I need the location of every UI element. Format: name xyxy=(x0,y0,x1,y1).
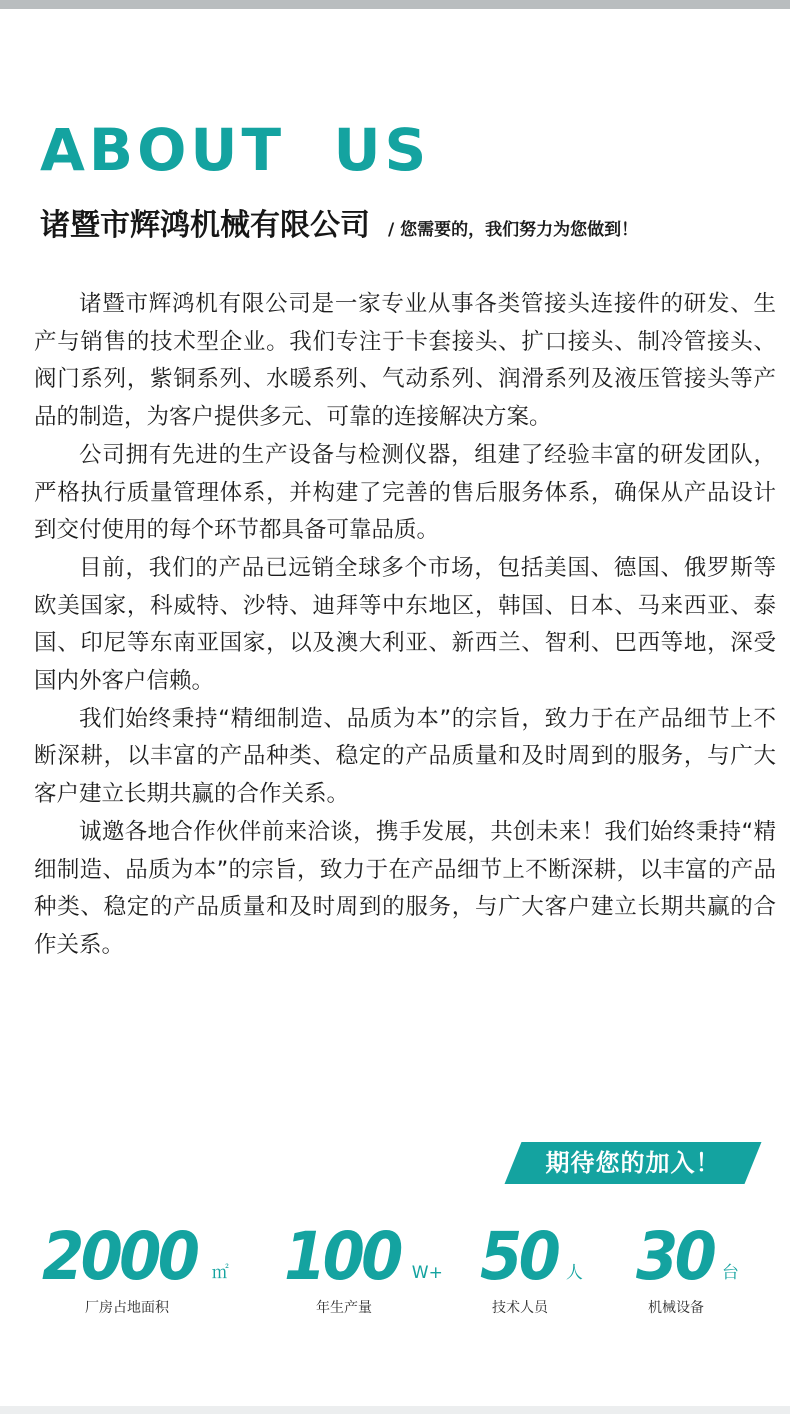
paragraph-markets: 目前，我们的产品已远销全球多个市场，包括美国、德国、俄罗斯等欧美国家，科威特、沙特、迪拜等中东地区，韩国、日本、马来西亚、泰国、印尼等东南亚国家，以及澳大利亚、新西兰、智利、巴西等地，深受国内外客户信赖。 xyxy=(34,554,776,695)
company-name: 诸暨市辉鸿机械有限公司 xyxy=(40,208,370,243)
stat-value: 100 xyxy=(284,1218,400,1295)
join-banner-text: 期待您的加入！ xyxy=(545,1149,721,1177)
stat-technical-staff xyxy=(480,1218,590,1322)
stat-unit: 台 xyxy=(721,1263,739,1283)
stat-machinery xyxy=(636,1218,756,1322)
section-title: ABOUT US xyxy=(40,116,431,184)
stat-unit: W+ xyxy=(411,1263,443,1283)
stat-factory-area xyxy=(42,1218,232,1322)
stat-unit: ㎡ xyxy=(211,1263,229,1283)
stat-label: 厂房占地面积 xyxy=(85,1300,169,1316)
company-heading-row xyxy=(40,206,638,246)
stat-unit: 人 xyxy=(565,1263,583,1283)
stat-value: 50 xyxy=(480,1218,558,1295)
paragraph-invitation: 诚邀各地合作伙伴前来洽谈，携手发展，共创未来！我们始终秉持“精细制造、品质为本”的宗旨，致力于在产品细节上不断深耕，以丰富的产品种类、稳定的产品质量和及时周到的服务，与广大客户建立长期共赢的合作关系。 xyxy=(34,818,776,958)
paragraph-philosophy: 我们始终秉持“精细制造、品质为本”的宗旨，致力于在产品细节上不断深耕，以丰富的产品种类、稳定的产品质量和及时周到的服务，与广大客户建立长期共赢的合作关系。 xyxy=(34,705,776,808)
top-divider-bar xyxy=(0,0,790,9)
paragraph-intro: 诸暨市辉鸿机有限公司是一家专业从事各类管接头连接件的研发、生产与销售的技术型企业。我们专注于卡套接头、扩口接头、制冷管接头、阀门系列，紫铜系列、水暖系列、气动系列、润滑系列及液压管接头等产品的制造，为客户提供多元、可靠的连接解决方案。 xyxy=(34,291,776,431)
stat-label: 年生产量 xyxy=(316,1300,372,1316)
stat-label: 机械设备 xyxy=(648,1300,704,1316)
stat-annual-output xyxy=(284,1218,443,1322)
company-stats xyxy=(0,1218,790,1322)
stat-label: 技术人员 xyxy=(492,1300,548,1316)
company-slogan: / 您需要的，我们努力为您做到！ xyxy=(388,220,639,240)
paragraph-equipment: 公司拥有先进的生产设备与检测仪器，组建了经验丰富的研发团队，严格执行质量管理体系，并构建了完善的售后服务体系，确保从产品设计到交付使用的每个环节都具备可靠品质。 xyxy=(34,441,776,544)
about-body-text xyxy=(34,286,776,965)
bottom-divider-bar xyxy=(0,1406,790,1414)
stat-value: 30 xyxy=(636,1218,714,1295)
stat-value: 2000 xyxy=(42,1218,197,1295)
